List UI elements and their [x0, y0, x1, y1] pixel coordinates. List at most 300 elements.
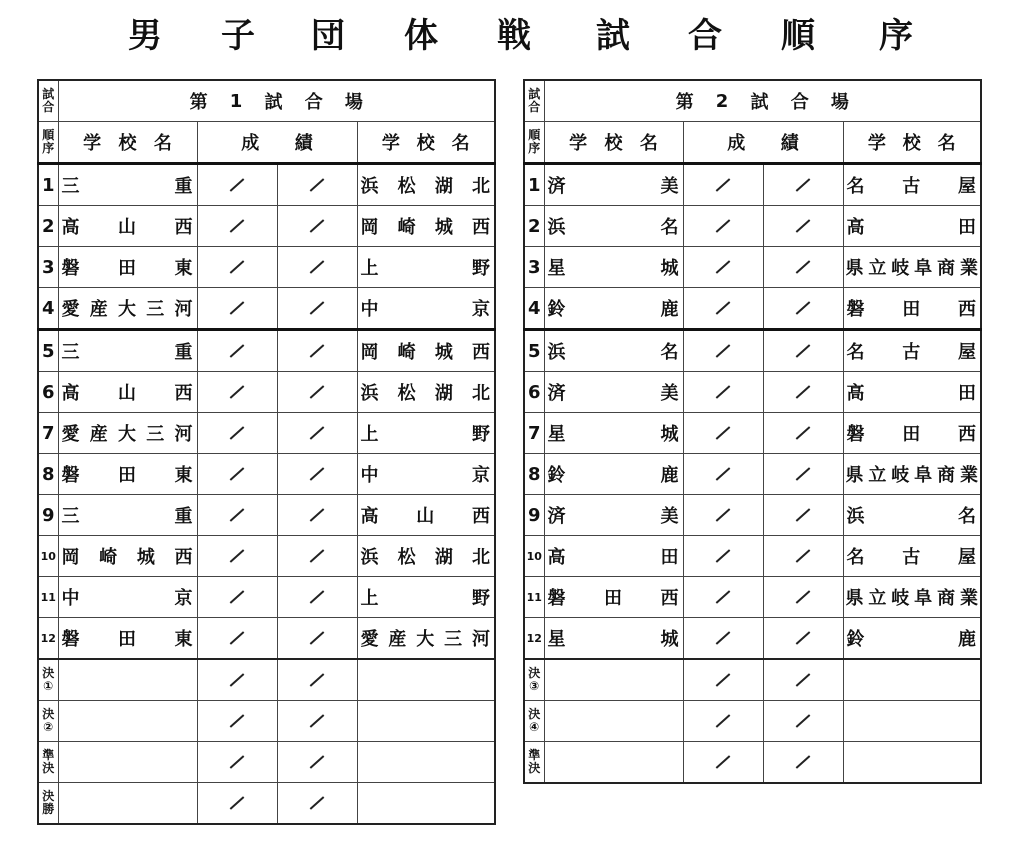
score-slash: [716, 631, 731, 645]
score-slash: [796, 344, 811, 358]
score-cell[interactable]: [277, 454, 357, 495]
school-char: 星: [547, 258, 566, 279]
score-cell[interactable]: [763, 247, 843, 288]
match-row: [524, 413, 981, 454]
match-number: 3: [524, 247, 544, 288]
court-heading-char: 試: [264, 92, 283, 113]
school-char: 名: [846, 547, 865, 568]
school-char: 古: [902, 176, 921, 197]
school-char: 阜: [914, 258, 933, 279]
title-char: 戦: [497, 16, 531, 56]
opponent-cell: [357, 372, 495, 413]
title-char: 合: [688, 16, 722, 56]
score-slash: [230, 344, 245, 358]
order-label-bottom-text: 順序: [528, 128, 541, 155]
match-row: [38, 577, 495, 618]
final-label-top: 準: [528, 748, 541, 762]
school-char: 業: [959, 588, 978, 609]
school-char: 美: [660, 506, 679, 527]
school-char: 重: [174, 176, 193, 197]
school-header-char: 学: [381, 133, 400, 154]
school-char: 田: [902, 424, 921, 445]
school-char: 上: [360, 258, 379, 279]
score-slash: [230, 590, 245, 604]
score-cell[interactable]: [763, 701, 843, 742]
score-slash: [310, 714, 325, 728]
court-heading: [58, 80, 495, 122]
score-slash: [230, 219, 245, 233]
school-char: 磐: [846, 424, 865, 445]
score-slash: [310, 796, 325, 810]
score-cell[interactable]: [277, 247, 357, 288]
score-slash: [796, 714, 811, 728]
score-cell[interactable]: [763, 618, 843, 660]
score-cell[interactable]: [683, 701, 763, 742]
score-slash: [230, 508, 245, 522]
score-cell[interactable]: [197, 577, 277, 618]
score-cell[interactable]: [197, 742, 277, 783]
opponent-cell: [357, 330, 495, 372]
score-cell[interactable]: [683, 247, 763, 288]
school-char: 西: [958, 424, 976, 445]
match-row: [38, 288, 495, 330]
school-cell: [544, 536, 683, 577]
score-cell[interactable]: [763, 577, 843, 618]
score-cell[interactable]: [277, 413, 357, 454]
score-header-char: 績: [780, 133, 799, 154]
school-char: 北: [471, 383, 490, 404]
order-label-bottom: [524, 122, 544, 164]
school-char: 三: [61, 176, 80, 197]
court-heading-char: 場: [344, 92, 363, 113]
score-slash: [716, 590, 731, 604]
school-char: 野: [472, 424, 490, 445]
school-char: 田: [118, 465, 136, 486]
match-number: 2: [38, 206, 58, 247]
score-cell[interactable]: [277, 164, 357, 206]
school-char: 山: [416, 506, 435, 527]
school-char: 中: [61, 588, 80, 609]
school-char: 県: [845, 588, 864, 609]
school-cell: [58, 247, 197, 288]
school-char: 商: [937, 588, 956, 609]
court-heading-char: 場: [830, 92, 849, 113]
school-cell[interactable]: [58, 742, 197, 783]
school-cell: [58, 164, 197, 206]
score-cell[interactable]: [683, 742, 763, 784]
score-slash: [230, 796, 245, 810]
score-cell[interactable]: [763, 742, 843, 784]
title-char: 子: [221, 16, 255, 56]
final-label-bottom: 決: [42, 761, 55, 775]
court-2-table: [523, 79, 982, 784]
score-cell[interactable]: [197, 206, 277, 247]
school-char: 高: [61, 383, 80, 404]
score-cell[interactable]: [277, 701, 357, 742]
score-cell[interactable]: [683, 206, 763, 247]
score-cell[interactable]: [763, 372, 843, 413]
score-cell[interactable]: [277, 372, 357, 413]
score-slash: [310, 344, 325, 358]
court-heading-char: 第: [675, 92, 694, 113]
score-cell[interactable]: [277, 659, 357, 701]
score-slash: [230, 426, 245, 440]
school-char: 高: [846, 217, 865, 238]
score-slash: [716, 178, 731, 192]
school-char: 崎: [397, 342, 416, 363]
school-cell: [58, 288, 197, 330]
order-label-bottom-text: 順序: [42, 128, 55, 155]
final-label: [38, 659, 58, 701]
final-label-bottom: ④: [529, 720, 540, 734]
score-slash: [716, 301, 731, 315]
school-header-char: 校: [118, 133, 137, 154]
match-number: 10: [38, 536, 58, 577]
score-slash: [230, 714, 245, 728]
score-cell[interactable]: [197, 413, 277, 454]
score-cell[interactable]: [277, 330, 357, 372]
score-slash: [716, 426, 731, 440]
school-char: 磐: [846, 299, 865, 320]
school-cell[interactable]: [58, 659, 197, 701]
score-slash: [716, 673, 731, 687]
match-number: 5: [524, 330, 544, 372]
score-cell[interactable]: [197, 659, 277, 701]
school-header: [58, 122, 197, 164]
match-row: [38, 164, 495, 206]
school-char: 立: [868, 465, 887, 486]
school-char: 山: [118, 217, 136, 238]
score-slash: [716, 549, 731, 563]
school-char: 北: [471, 547, 490, 568]
school-char: 田: [118, 629, 136, 650]
final-label-top: 決: [42, 707, 55, 721]
score-slash: [716, 385, 731, 399]
final-label-bottom: 決: [528, 761, 541, 775]
score-cell[interactable]: [277, 206, 357, 247]
match-number: 4: [38, 288, 58, 330]
opponent-cell: [843, 454, 981, 495]
school-char: 名: [846, 176, 865, 197]
school-char: 屋: [958, 176, 976, 197]
match-number: 4: [524, 288, 544, 330]
score-header-char: 成: [727, 133, 746, 154]
score-cell[interactable]: [683, 536, 763, 577]
score-cell[interactable]: [197, 454, 277, 495]
school-char: 美: [660, 383, 679, 404]
school-char: 星: [547, 424, 566, 445]
score-cell[interactable]: [763, 330, 843, 372]
opponent-header: [843, 122, 981, 164]
score-cell[interactable]: [197, 701, 277, 742]
school-cell[interactable]: [58, 783, 197, 825]
score-slash: [310, 755, 325, 769]
score-slash: [716, 219, 731, 233]
school-char: 岡: [360, 217, 379, 238]
school-char: 西: [472, 506, 490, 527]
match-number: 3: [38, 247, 58, 288]
court-heading-char: 第: [189, 92, 208, 113]
school-char: 岡: [360, 342, 379, 363]
score-cell[interactable]: [277, 742, 357, 783]
school-char: 産: [89, 424, 108, 445]
opponent-header: [357, 122, 495, 164]
school-char: 済: [547, 176, 566, 197]
final-label-bottom: ③: [529, 679, 540, 693]
school-cell: [544, 372, 683, 413]
school-char: 城: [136, 547, 155, 568]
score-header-char: 成: [241, 133, 260, 154]
opponent-cell: [843, 288, 981, 330]
school-char: 立: [868, 588, 887, 609]
school-cell: [58, 454, 197, 495]
match-row: [38, 372, 495, 413]
score-slash: [230, 549, 245, 563]
school-header-char: 名: [639, 133, 658, 154]
school-char: 大: [118, 299, 136, 320]
school-char: 三: [146, 299, 165, 320]
score-cell[interactable]: [197, 372, 277, 413]
school-char: 立: [868, 258, 887, 279]
school-char: 済: [547, 506, 566, 527]
score-slash: [796, 673, 811, 687]
score-cell[interactable]: [683, 164, 763, 206]
school-char: 京: [472, 299, 490, 320]
final-label-top: 準: [42, 748, 55, 762]
match-number: 1: [38, 164, 58, 206]
school-char: 京: [174, 588, 193, 609]
score-cell[interactable]: [197, 783, 277, 825]
final-label-top: 決: [42, 666, 55, 680]
match-number: 11: [38, 577, 58, 618]
school-char: 産: [89, 299, 108, 320]
school-char: 西: [471, 342, 490, 363]
school-cell: [544, 247, 683, 288]
match-number: 6: [38, 372, 58, 413]
school-char: 高: [547, 547, 566, 568]
score-cell[interactable]: [197, 164, 277, 206]
school-char: 上: [360, 588, 379, 609]
match-number: 7: [524, 413, 544, 454]
school-char: 浜: [360, 547, 379, 568]
court-1-table: [37, 79, 496, 825]
score-slash: [796, 467, 811, 481]
school-header-char: 学: [867, 133, 886, 154]
opponent-cell: [357, 577, 495, 618]
school-char: 名: [660, 217, 679, 238]
opponent-cell[interactable]: [357, 783, 495, 825]
match-number: 11: [524, 577, 544, 618]
final-row: [38, 659, 495, 701]
match-number: 7: [38, 413, 58, 454]
opponent-cell: [843, 413, 981, 454]
school-char: 浜: [846, 506, 865, 527]
score-cell[interactable]: [197, 618, 277, 660]
school-char: 東: [174, 465, 193, 486]
opponent-cell: [843, 330, 981, 372]
final-label-top: 決: [528, 666, 541, 680]
score-cell[interactable]: [763, 413, 843, 454]
score-cell[interactable]: [197, 247, 277, 288]
opponent-cell[interactable]: [357, 659, 495, 701]
score-cell[interactable]: [277, 577, 357, 618]
score-slash: [230, 673, 245, 687]
school-cell: [544, 206, 683, 247]
match-number: 5: [38, 330, 58, 372]
school-char: 湖: [434, 176, 453, 197]
school-char: 三: [61, 506, 80, 527]
school-cell: [544, 164, 683, 206]
score-cell[interactable]: [277, 495, 357, 536]
final-label-top: 決: [42, 789, 55, 803]
score-cell[interactable]: [197, 330, 277, 372]
opponent-cell[interactable]: [357, 742, 495, 783]
score-cell[interactable]: [683, 330, 763, 372]
score-cell[interactable]: [277, 618, 357, 660]
school-cell[interactable]: [544, 742, 683, 784]
court-heading-char: 合: [790, 92, 809, 113]
school-char: 名: [958, 506, 976, 527]
opponent-cell[interactable]: [843, 701, 981, 742]
final-label: [38, 783, 58, 825]
score-slash: [716, 755, 731, 769]
match-row: [524, 372, 981, 413]
school-char: 阜: [914, 465, 933, 486]
match-number: 1: [524, 164, 544, 206]
score-cell[interactable]: [197, 495, 277, 536]
score-slash: [230, 301, 245, 315]
school-char: 崎: [99, 547, 118, 568]
final-row: [38, 783, 495, 825]
opponent-cell[interactable]: [843, 659, 981, 701]
school-cell: [544, 618, 683, 660]
school-char: 岐: [891, 258, 910, 279]
match-row: [524, 454, 981, 495]
score-slash: [796, 260, 811, 274]
opponent-cell[interactable]: [843, 742, 981, 784]
school-char: 河: [174, 424, 193, 445]
school-cell: [544, 577, 683, 618]
score-cell[interactable]: [683, 618, 763, 660]
score-cell[interactable]: [683, 413, 763, 454]
school-header-char: 名: [153, 133, 172, 154]
score-cell[interactable]: [277, 783, 357, 825]
court-heading-char: 2: [715, 90, 729, 112]
score-slash: [310, 673, 325, 687]
school-cell: [58, 577, 197, 618]
final-label-bottom: ②: [43, 720, 54, 734]
match-number: 9: [38, 495, 58, 536]
school-cell[interactable]: [544, 701, 683, 742]
school-char: 磐: [61, 465, 80, 486]
school-char: 野: [472, 258, 490, 279]
school-char: 高: [846, 383, 865, 404]
title-char: 順: [781, 16, 815, 56]
final-label-bottom: 勝: [42, 802, 55, 816]
school-char: 屋: [958, 342, 976, 363]
score-cell[interactable]: [763, 288, 843, 330]
score-cell[interactable]: [277, 536, 357, 577]
school-char: 城: [660, 629, 679, 650]
school-char: 商: [937, 258, 956, 279]
opponent-cell: [843, 495, 981, 536]
school-cell[interactable]: [58, 701, 197, 742]
school-char: 鈴: [846, 629, 865, 650]
score-cell[interactable]: [763, 659, 843, 701]
school-char: 三: [61, 342, 80, 363]
opponent-cell: [843, 618, 981, 660]
final-label-top: 決: [528, 707, 541, 721]
score-cell[interactable]: [763, 495, 843, 536]
opponent-cell: [357, 288, 495, 330]
school-header-char: 学: [569, 133, 588, 154]
title-char: 試: [596, 16, 630, 56]
school-char: 田: [604, 588, 622, 609]
score-cell[interactable]: [683, 288, 763, 330]
final-label: [38, 701, 58, 742]
school-char: 古: [902, 342, 921, 363]
score-cell[interactable]: [683, 577, 763, 618]
match-number: 6: [524, 372, 544, 413]
score-cell[interactable]: [683, 454, 763, 495]
score-slash: [310, 385, 325, 399]
score-cell[interactable]: [763, 454, 843, 495]
title-char: 男: [128, 16, 162, 56]
match-row: [524, 577, 981, 618]
score-slash: [310, 467, 325, 481]
score-cell[interactable]: [683, 372, 763, 413]
score-slash: [796, 385, 811, 399]
score-cell[interactable]: [763, 536, 843, 577]
opponent-cell[interactable]: [357, 701, 495, 742]
score-cell[interactable]: [683, 659, 763, 701]
score-slash: [230, 385, 245, 399]
score-slash: [716, 508, 731, 522]
score-slash: [310, 590, 325, 604]
match-row: [524, 206, 981, 247]
match-row: [524, 330, 981, 372]
opponent-cell: [357, 247, 495, 288]
score-slash: [310, 426, 325, 440]
score-slash: [230, 467, 245, 481]
school-char: 城: [434, 217, 453, 238]
score-cell[interactable]: [763, 164, 843, 206]
title-char: 団: [311, 16, 345, 56]
opponent-cell: [843, 372, 981, 413]
school-char: 業: [959, 258, 978, 279]
school-header-char: 学: [83, 133, 102, 154]
school-cell[interactable]: [544, 659, 683, 701]
court-heading: [544, 80, 981, 122]
school-cell: [544, 413, 683, 454]
school-char: 城: [660, 424, 679, 445]
score-cell[interactable]: [683, 495, 763, 536]
score-slash: [796, 590, 811, 604]
school-char: 鈴: [547, 299, 566, 320]
score-slash: [716, 260, 731, 274]
score-cell[interactable]: [763, 206, 843, 247]
match-row: [524, 247, 981, 288]
score-slash: [716, 467, 731, 481]
school-cell: [58, 495, 197, 536]
school-char: 産: [388, 629, 407, 650]
score-cell[interactable]: [277, 288, 357, 330]
school-char: 東: [174, 629, 193, 650]
order-label-bottom: [38, 122, 58, 164]
score-cell[interactable]: [197, 288, 277, 330]
school-cell: [544, 454, 683, 495]
score-cell[interactable]: [197, 536, 277, 577]
